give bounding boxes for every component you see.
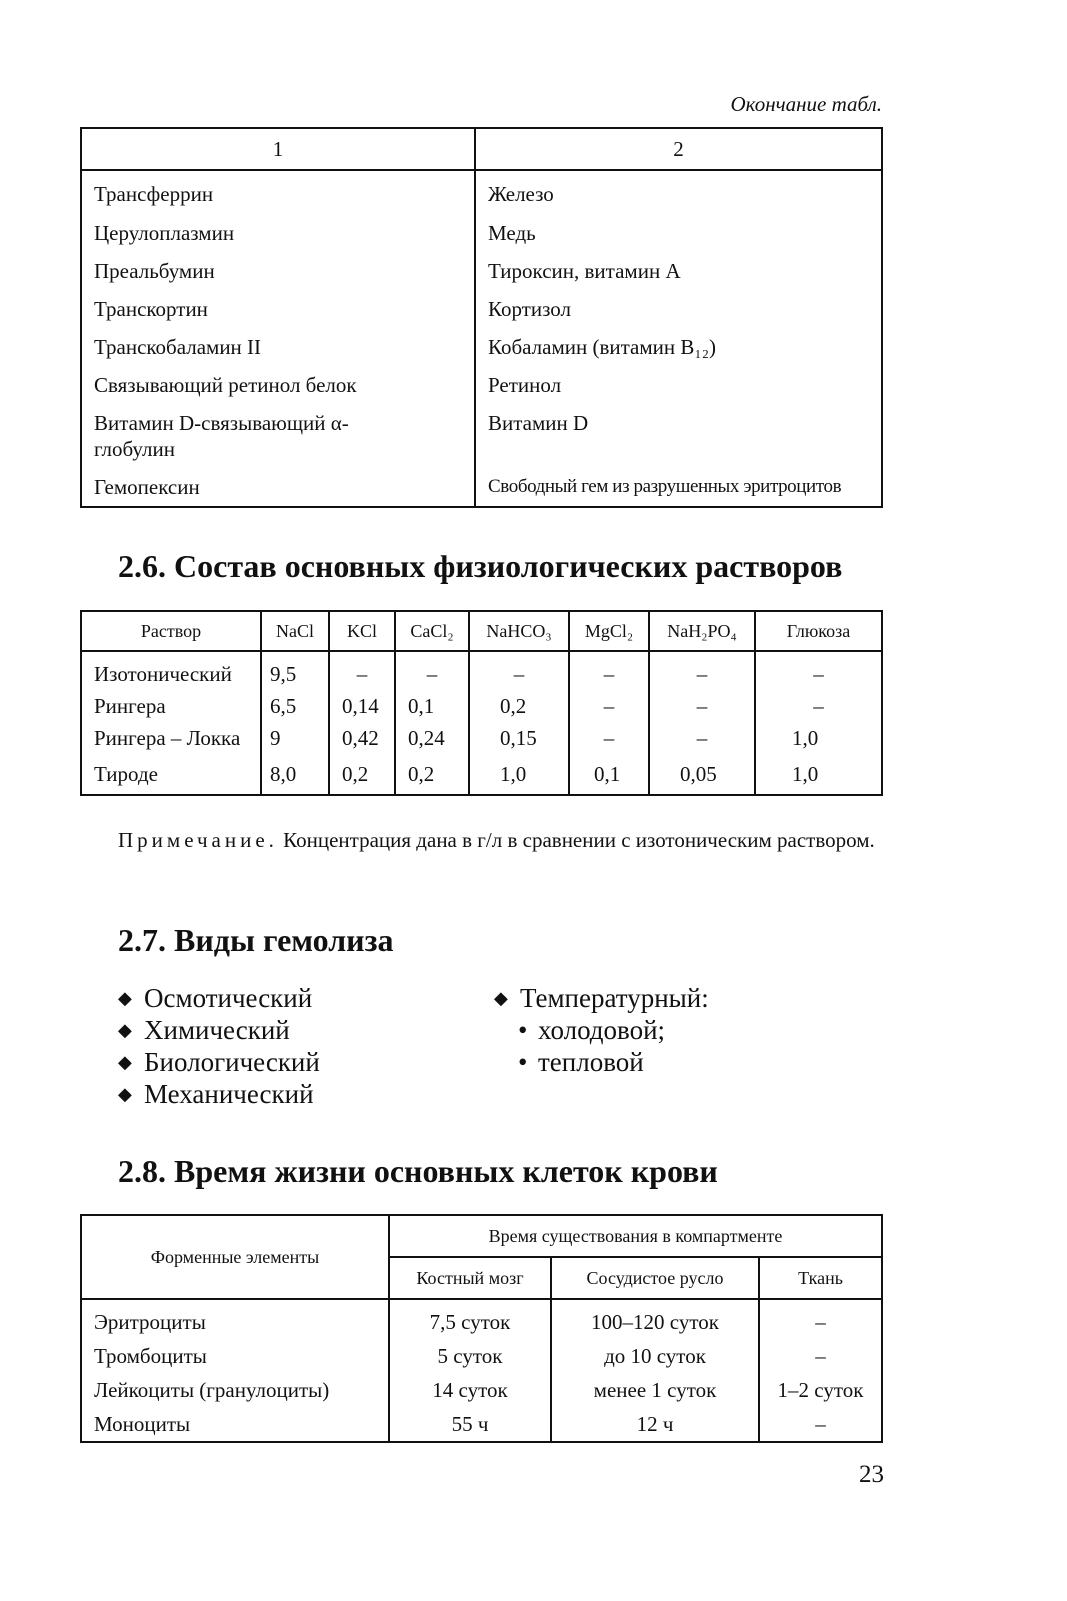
table-row: [81, 290, 882, 328]
hemolysis-list-right: [494, 982, 709, 1078]
column-header: Ткань: [759, 1257, 882, 1299]
table-cell: Транскобаламин II: [81, 328, 475, 366]
table-cell: Моноциты: [81, 1407, 389, 1442]
continuation-label: Окончание табл.: [730, 92, 882, 116]
list-subitem: [494, 1046, 709, 1078]
transport-proteins-table: [80, 127, 883, 508]
table-cell: 8,0: [261, 754, 329, 795]
table-cell: –: [755, 690, 882, 722]
table-row: [81, 214, 882, 252]
column-header: Раствор: [81, 611, 261, 651]
section-title: 2.7. Виды гемолиза: [118, 922, 394, 958]
dot-bullet-icon: •: [518, 1015, 528, 1045]
table-row: [81, 1373, 882, 1407]
table-cell: Преальбумин: [81, 252, 475, 290]
list-item-label: Температурный:: [520, 983, 709, 1013]
list-item: [118, 982, 320, 1014]
table-cell: Гемопексин: [81, 468, 475, 507]
column-header: KCl: [329, 611, 395, 651]
table-cell: до 10 суток: [551, 1339, 759, 1373]
list-item-label: Осмотический: [144, 983, 313, 1013]
list-item: [118, 1078, 320, 1110]
table-cell: 0,2: [469, 690, 569, 722]
table-row: [81, 1407, 882, 1442]
table-row: [81, 651, 882, 690]
table-cell: –: [395, 651, 469, 690]
table-cell: –: [649, 722, 755, 754]
section-title: 2.8. Время жизни основных клеток крови: [118, 1153, 718, 1189]
table-cell: –: [649, 690, 755, 722]
table-cell: 9: [261, 722, 329, 754]
table-cell: Тироксин, витамин А: [475, 252, 882, 290]
table-header-row: [81, 128, 882, 170]
table-row: [81, 690, 882, 722]
table-cell: 6,5: [261, 690, 329, 722]
table-row: [81, 404, 882, 468]
table-cell: Церулоплазмин: [81, 214, 475, 252]
table-cell: Рингера – Локка: [81, 722, 261, 754]
table-cell: –: [329, 651, 395, 690]
column-header: NaCl: [261, 611, 329, 651]
table-cell: 0,15: [469, 722, 569, 754]
table-row: [81, 252, 882, 290]
note-label: Примечание.: [118, 828, 278, 852]
table-cell: Кобаламин (витамин B₁₂): [475, 328, 882, 366]
table-row: [81, 722, 882, 754]
column-header: NaH₂PO₄: [649, 611, 755, 651]
table-cell: 1–2 суток: [759, 1373, 882, 1407]
table-cell: Медь: [475, 214, 882, 252]
table-cell: 0,05: [649, 754, 755, 795]
column-header: 2: [475, 128, 882, 170]
column-header: CaCl₂: [395, 611, 469, 651]
column-group-header: Время существования в компартменте: [389, 1215, 882, 1257]
table-cell: –: [755, 651, 882, 690]
table-cell: Лейкоциты (гранулоциты): [81, 1373, 389, 1407]
list-item-label: Механический: [144, 1079, 314, 1109]
solutions-table: [80, 610, 883, 796]
table-cell: 12 ч: [551, 1407, 759, 1442]
table-cell: 1,0: [755, 754, 882, 795]
table-cell: Транскортин: [81, 290, 475, 328]
list-item-label: тепловой: [538, 1047, 644, 1077]
table-cell: 0,2: [395, 754, 469, 795]
list-subitem: [494, 1014, 709, 1046]
list-item: [118, 1046, 320, 1078]
list-item: [494, 982, 709, 1014]
list-item-label: Химический: [144, 1015, 290, 1045]
column-header: Глюкоза: [755, 611, 882, 651]
table-cell: Эритроциты: [81, 1299, 389, 1339]
diamond-bullet-icon: ◆: [118, 1020, 132, 1040]
table-cell: 1,0: [469, 754, 569, 795]
note-indent: [80, 828, 118, 852]
column-header: Костный мозг: [389, 1257, 551, 1299]
table-cell: Свободный гем из разрушенных эритроцитов: [475, 468, 882, 507]
table-cell: –: [759, 1299, 882, 1339]
section-title: 2.6. Состав основных физиологических растворов: [118, 548, 843, 584]
column-header: MgCl₂: [569, 611, 649, 651]
table-cell: 1,0: [755, 722, 882, 754]
table-cell: –: [649, 651, 755, 690]
table-cell: Железо: [475, 170, 882, 214]
table-cell: 0,42: [329, 722, 395, 754]
table-row: [81, 468, 882, 507]
column-header: NaHCO₃: [469, 611, 569, 651]
table-row: [81, 754, 882, 795]
table-cell: 5 суток: [389, 1339, 551, 1373]
table-cell: 0,24: [395, 722, 469, 754]
list-item-label: холодовой;: [538, 1015, 666, 1045]
list-item-label: Биологический: [144, 1047, 320, 1077]
column-header: Сосудистое русло: [551, 1257, 759, 1299]
table-cell: 14 суток: [389, 1373, 551, 1407]
table-header-row: [81, 611, 882, 651]
table-cell: Кортизол: [475, 290, 882, 328]
table-cell: Связывающий ретинол белок: [81, 366, 475, 404]
table-cell: Витамин D-связывающий α-глобулин: [81, 404, 475, 468]
table-row: [81, 1339, 882, 1373]
diamond-bullet-icon: ◆: [494, 988, 508, 1008]
table-cell: 0,2: [329, 754, 395, 795]
column-header: Форменные элементы: [81, 1215, 389, 1299]
table-cell: 0,1: [569, 754, 649, 795]
table-cell: 9,5: [261, 651, 329, 690]
page-number: 23: [859, 1461, 884, 1488]
table-cell: –: [569, 651, 649, 690]
table-cell: 0,14: [329, 690, 395, 722]
table-cell: Тироде: [81, 754, 261, 795]
table-cell: Тромбоциты: [81, 1339, 389, 1373]
list-item: [118, 1014, 320, 1046]
diamond-bullet-icon: ◆: [118, 1052, 132, 1072]
table-cell: 0,1: [395, 690, 469, 722]
table-row: [81, 1299, 882, 1339]
hemolysis-list-left: [118, 982, 320, 1110]
dot-bullet-icon: •: [518, 1047, 528, 1077]
table-cell: –: [759, 1339, 882, 1373]
table-cell: Трансферрин: [81, 170, 475, 214]
table-cell: 7,5 суток: [389, 1299, 551, 1339]
table-cell: 55 ч: [389, 1407, 551, 1442]
table-cell: Рингера: [81, 690, 261, 722]
table-cell: –: [759, 1407, 882, 1442]
table-cell: Витамин D: [475, 404, 882, 468]
table-row: [81, 170, 882, 214]
table-cell: –: [569, 722, 649, 754]
table-cell: Ретинол: [475, 366, 882, 404]
diamond-bullet-icon: ◆: [118, 988, 132, 1008]
table-row: [81, 366, 882, 404]
table-cell: Изотонический: [81, 651, 261, 690]
table-row: [81, 328, 882, 366]
table-cell: менее 1 суток: [551, 1373, 759, 1407]
note-text: Концентрация дана в г/л в сравнении с изотоническим раствором.: [277, 828, 875, 852]
column-header: 1: [81, 128, 475, 170]
table-cell: –: [469, 651, 569, 690]
table-cell: –: [569, 690, 649, 722]
table-note: [80, 826, 883, 854]
cell-lifetime-table: [80, 1214, 883, 1443]
diamond-bullet-icon: ◆: [118, 1084, 132, 1104]
table-cell: 100–120 суток: [551, 1299, 759, 1339]
table-header-row: [81, 1215, 882, 1257]
